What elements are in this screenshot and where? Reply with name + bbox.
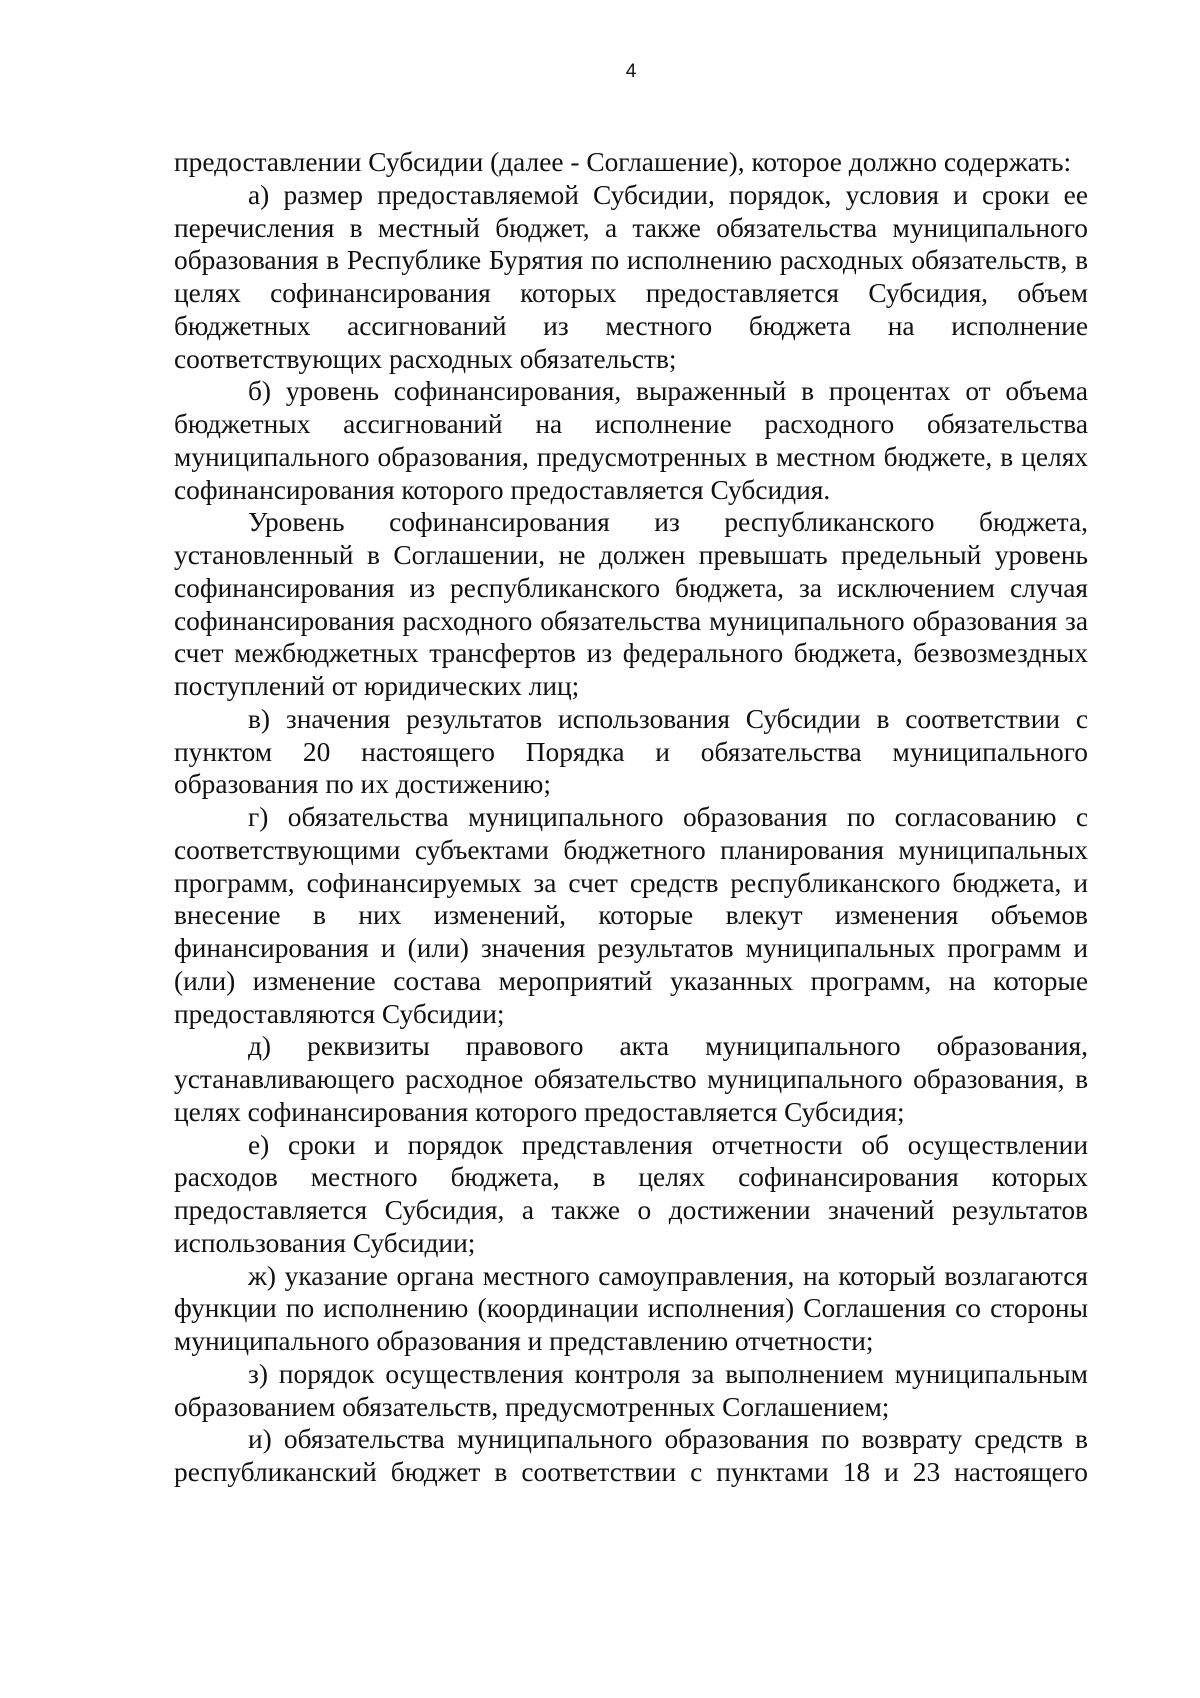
document-body [174,146,1088,1489]
paragraph-item-zh: ж) указание органа местного самоуправления, на который возлагаются функции по исполнению (координации исполнения) Соглашения со стороны муниципального образования и представлению отчетности; [174,1260,1088,1356]
paragraph-item-b: б) уровень софинансирования, выраженный в процентах от объема бюджетных ассигнований на исполнение расходного обязательства муниципального образования, предусмотренных в местном бюджете, в целях софинансирования которого предоставляется Субсидия. [174,376,1088,505]
paragraph-item-e: е) сроки и порядок представления отчетности об осуществлении расходов местного бюджета, в целях софинансирования которых предоставляется Субсидия, а также о достижении значений результатов использования Субсидии; [174,1129,1088,1258]
paragraph-intro: предоставлении Субсидии (далее - Соглашение), которое должно содержать: [174,147,1072,177]
paragraph-item-z: з) порядок осуществления контроля за выполнением муниципальным образованием обязательств, предусмотренных Соглашением; [174,1358,1088,1422]
paragraph-item-i: и) обязательства муниципального образования по возврату средств в республиканский бюджет в соответствии с пунктами 18 и 23 настоящего [174,1424,1088,1487]
page-number: 4 [625,61,637,82]
paragraph-item-a: а) размер предоставляемой Субсидии, порядок, условия и сроки ее перечисления в местный бюджет, а также обязательства муниципального образования в Республике Бурятия по исполнению расходных обязательств, в целях софинансирования которых предоставляется Субсидия, объем бюджетных ассигнований из местного бюджета на исполнение соответствующих расходных обязательств; [174,179,1088,374]
paragraph-cofinancing-level: Уровень софинансирования из республиканского бюджета, установленный в Соглашении, не должен превышать предельный уровень софинансирования из республиканского бюджета, за исключением случая софинансирования расходного обязательства муниципального образования за счет межбюджетных трансфертов из федерального бюджета, безвозмездных поступлений от юридических лиц; [174,507,1088,701]
paragraph-item-d: д) реквизиты правового акта муниципального образования, устанавливающего расходное обязательство муниципального образования, в целях софинансирования которого предоставляется Субсидия; [174,1031,1088,1127]
paragraph-item-v: в) значения результатов использования Субсидии в соответствии с пунктом 20 настоящего Порядка и обязательства муниципального образования по их достижению; [174,703,1088,800]
paragraph-item-g: г) обязательства муниципального образования по согласованию с соответствующими субъектами бюджетного планирования муниципальных программ, софинансируемых за счет средств республиканского бюджета, и внесение в них изменений, которые влекут изменения объемов финансирования и (или) значения результатов муниципальных программ и (или) изменение состава мероприятий указанных программ, на которые предоставляются Субсидии; [174,802,1088,1029]
